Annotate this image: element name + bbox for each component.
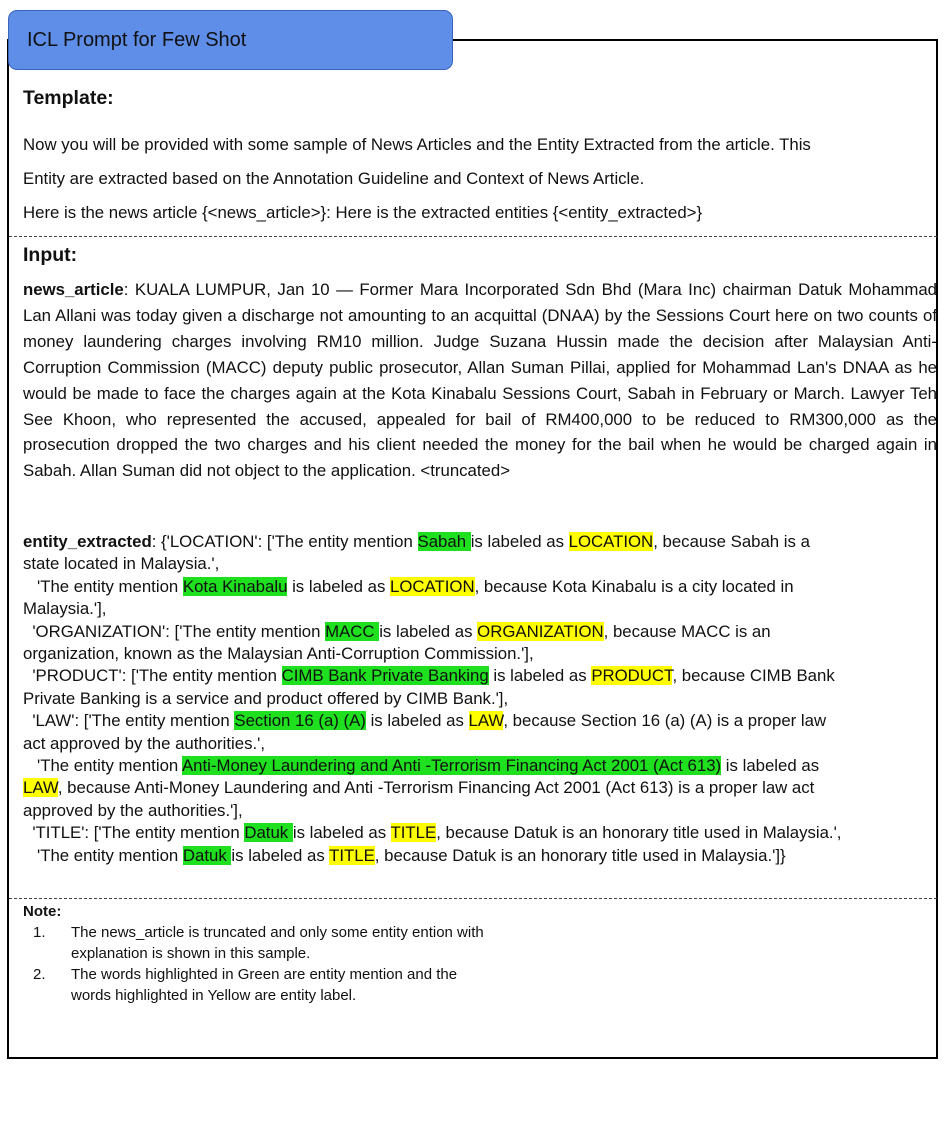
entity-line: [23, 777, 937, 799]
entity-extracted: [23, 531, 937, 867]
entity-text: , because Datuk is an honorary title used in Malaysia.']}: [374, 845, 786, 865]
entity-line: [23, 733, 937, 755]
entity-text: 'TITLE': ['The entity mention: [23, 823, 245, 843]
entity-line: [23, 710, 937, 732]
entity-text: , because Anti-Money Laundering and Anti -Terrorism Financing Act 2001 (Act 613) is a proper law act: [57, 778, 815, 798]
entity-mention-highlight: Kota Kinabalu: [182, 576, 288, 596]
divider-input-note: [9, 898, 937, 899]
entity-text: approved by the authorities.'],: [23, 800, 243, 820]
entity-mention-highlight: MACC: [325, 621, 380, 641]
note-item-number: 1.: [33, 924, 46, 941]
divider-template-input: [9, 236, 937, 237]
entity-label-highlight: TITLE: [390, 823, 437, 843]
entity-line: [23, 643, 937, 665]
entity-label-highlight: ORGANIZATION: [477, 621, 604, 641]
template-line-2: Entity are extracted based on the Annotation Guideline and Context of News Article.: [23, 169, 645, 188]
note-item-number: 2.: [33, 966, 46, 983]
note-heading: Note:: [23, 903, 62, 920]
entity-line: [23, 755, 937, 777]
template-line-3: Here is the news article {<news_article>}: Here is the extracted entities {<entity_extracted>}: [23, 203, 703, 222]
note-item: [33, 964, 493, 1006]
entity-line: [23, 531, 937, 553]
entity-text: is labeled as: [287, 576, 391, 596]
entity-mention-highlight: Datuk: [182, 845, 232, 865]
entity-line: [23, 688, 937, 710]
entity-mention-highlight: Sabah: [417, 532, 471, 551]
entity-mention-highlight: Anti-Money Laundering and Anti -Terrorism Financing Act 2001 (Act 613): [181, 756, 722, 776]
entity-text: is labeled as: [488, 666, 592, 686]
entity-line: [23, 621, 937, 643]
entity-text: , because CIMB Bank: [672, 666, 835, 686]
entity-label-highlight: LAW: [468, 711, 504, 731]
entity-text: , because Datuk is an honorary title used in Malaysia.',: [436, 823, 842, 843]
entity-line: [23, 822, 937, 844]
news-article-label: news_article: [23, 280, 124, 299]
entity-line: [23, 845, 937, 867]
entity-label-highlight: LOCATION: [390, 576, 475, 596]
note-item: [33, 922, 493, 964]
entity-text: Malaysia.'],: [23, 599, 107, 619]
entity-text: organization, known as the Malaysian Anti-Corruption Commission.'],: [23, 644, 534, 664]
template-heading: Template:: [23, 87, 114, 109]
note-list: [33, 922, 493, 1006]
news-article: [23, 277, 937, 484]
input-heading: Input:: [23, 244, 78, 266]
entity-line: [23, 665, 937, 687]
entity-line: [23, 800, 937, 822]
entity-line: [23, 553, 937, 575]
entity-text: state located in Malaysia.',: [23, 554, 220, 574]
note-item-text: The words highlighted in Green are entity mention and the words highlighted in Yellow are entity label.: [71, 966, 458, 1004]
entity-label-highlight: TITLE: [329, 845, 375, 865]
entity-text: is labeled as: [231, 845, 330, 865]
entity-mention-highlight: Datuk: [244, 823, 293, 843]
page-title: ICL Prompt for Few Shot: [27, 29, 247, 51]
entity-text: 'ORGANIZATION': ['The entity mention: [23, 621, 326, 641]
news-article-text: : KUALA LUMPUR, Jan 10 — Former Mara Incorporated Sdn Bhd (Mara Inc) chairman Datuk Mohammad Lan Allani was today given a discharge not amounting to an acquittal (DNAA) by the Sessions Court here on two counts of money laundering charges involving RM10 million. Judge Suzana Hussin made the decision after Malaysian Anti-Corruption Commission (MACC) deputy public prosecutor, Allan Suman Pillai, applied for Mohammad Lan's DNAA as he would be made to face the charges again at the Kota Kinabalu Sessions Court, Sabah in February or March. Lawyer Teh See Khoon, who represented the accused, appealed for bail of RM400,000 to be reduced to RM300,000 as the prosecution dropped the two charges and his client needed the money for the bail when he would be charged again in Sabah. Allan Suman did not object to the application. <truncated>: [23, 280, 937, 481]
entity-line: [23, 598, 937, 620]
entity-text: 'LAW': ['The entity mention: [23, 711, 235, 731]
template-line-1: Now you will be provided with some sample of News Articles and the Entity Extracted from the article. This: [23, 135, 811, 154]
entity-text: 'The entity mention: [23, 756, 182, 776]
entity-label-highlight: LOCATION: [568, 532, 654, 551]
entity-text: : {'LOCATION': ['The entity mention: [151, 532, 418, 551]
entity-text: is labeled as: [470, 532, 569, 551]
entity-text: , because Section 16 (a) (A) is a proper law: [503, 711, 827, 731]
entity-text: is labeled as: [365, 711, 469, 731]
entity-mention-highlight: Section 16 (a) (A): [234, 711, 366, 731]
entity-extracted-label: entity_extracted: [23, 532, 152, 551]
entity-label-highlight: PRODUCT: [591, 666, 673, 686]
entity-text: 'PRODUCT': ['The entity mention: [23, 666, 282, 686]
entity-mention-highlight: CIMB Bank Private Banking: [281, 666, 489, 686]
entity-text: is labeled as: [379, 621, 478, 641]
entity-label-highlight: LAW: [23, 778, 58, 798]
entity-text: Private Banking is a service and product offered by CIMB Bank.'],: [23, 688, 509, 708]
entity-text: , because Kota Kinabalu is a city located in: [474, 576, 794, 596]
entity-text: is labeled as: [292, 823, 391, 843]
entity-text: act approved by the authorities.',: [23, 733, 266, 753]
entity-text: is labeled as: [721, 756, 820, 776]
entity-text: , because MACC is an: [603, 621, 771, 641]
entity-line: [23, 576, 937, 598]
title-tab: [8, 10, 453, 70]
entity-text: , because Sabah is a: [653, 532, 810, 551]
entity-text: 'The entity mention: [23, 845, 183, 865]
entity-text: 'The entity mention: [23, 576, 183, 596]
note-item-text: The news_article is truncated and only some entity ention with explanation is shown in this sample.: [71, 924, 484, 962]
